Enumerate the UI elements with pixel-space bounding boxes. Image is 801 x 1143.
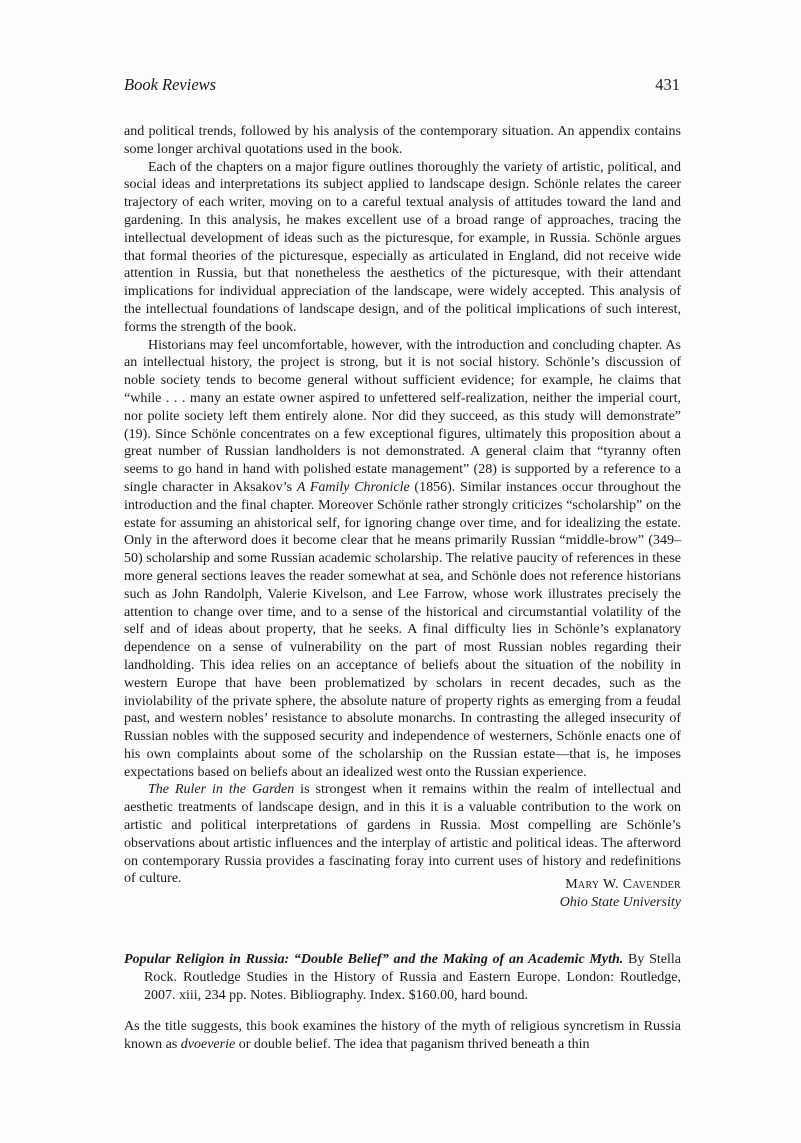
paragraph <box>124 1018 681 1054</box>
paragraph-text: is strongest when it remains within the realm of intellectual and aesthetic treatments of landscape design, and in this it is a valuable contribution to the work on artistic and political interpretations of gardens in Russia. Most compelling are Schönle’s observations about artistic influences and the interplay of artistic and political ideas. The afterword on contemporary Russia provides a fascinating foray into current uses of history and redefinitions of culture. <box>124 782 681 887</box>
citation-details: By Stella Rock. Routledge Studies in the History of Russia and Eastern Europe. London: Routledge, 2007. xiii, 234 pp. Notes. Bibliography. Index. $160.00, hard bound. <box>144 952 681 1003</box>
reviewer-name: Mary W. Cavender <box>565 877 681 892</box>
book-citation <box>124 951 681 1004</box>
paragraph-text: (1856). Similar instances occur throughout the introduction and the final chapter. Moreover Schönle rather strongly criticizes “scholarship” on the estate for assuming an ahistorical self, for ignoring change over time, and for idealizing the estate. Only in the afterword does it become clear that he means primarily Russian “middle-brow” (349–50) scholarship and some Russian academic scholarship. The relative paucity of references in these more general sections leaves the reader somewhat at sea, and Schönle does not reference historians such as John Randolph, Valerie Kivelson, and Lee Farrow, whose work illustrates precisely the attention to change over time, and to a sense of the historical and circumstantial volatility of the self and of ideas about property, that he seeks. A final difficulty lies in Schönle’s explanatory dependence on a sense of vulnerability on the part of most Russian nobles regarding their landholding. This idea relies on an acceptance of beliefs about the situation of the nobility in western Europe that have been problematized by scholars in recent decades, such as the inviolability of the private sphere, the absolute nature of property rights as emerging from a feudal past, and western nobles’ resistance to absolute monarchs. In contrasting the alleged insecurity of Russian nobles with the supposed security and independence of westerners, Schönle enacts one of his own complaints about some of the scholarship on the Russian estate—that is, he imposes expectations based on beliefs about an idealized west onto the Russian experience. <box>124 479 682 780</box>
running-head <box>124 75 680 99</box>
paragraph <box>124 781 681 888</box>
reviewer-signature <box>560 876 681 912</box>
paragraph: and political trends, followed by his analysis of the contemporary situation. An appendix contains some longer archival quotations used in the book. <box>124 124 681 157</box>
paragraph-text: As the title suggests, this book examines the history of the myth of religious syncretism in Russia known as <box>124 1019 681 1052</box>
page-number: 431 <box>655 75 680 94</box>
reviewer-affiliation: Ohio State University <box>559 895 681 910</box>
term-italic: dvoeverie <box>180 1036 236 1052</box>
running-title: Book Reviews <box>124 75 217 94</box>
second-review-body <box>124 1018 681 1054</box>
book-title-italic: The Ruler in the Garden <box>148 782 295 798</box>
paragraph-text: or double belief. The idea that paganism thrived beneath a thin <box>235 1036 590 1052</box>
paragraph: Each of the chapters on a major figure outlines thoroughly the variety of artistic, political, and social ideas and interpretations its subject applied to landscape design. Schönle relates the career trajectory of each writer, moving on to a careful textual analysis of attitudes toward the land and gardening. In this analysis, he makes excellent use of a broad range of approaches, tracing the intellectual development of ideas such as the picturesque, for example, in Russia. Schönle argues that formal theories of the picturesque, especially as articulated in England, did not receive wide attention in Russia, but that nonetheless the aesthetics of the picturesque, with their attendant implications for individual appreciation of the landscape, were widely accepted. This analysis of the intellectual foundations of landscape design, and of the political implications of such interest, forms the strength of the book. <box>124 159 681 335</box>
review-body <box>124 123 681 888</box>
book-title: Popular Religion in Russia: “Double Belief” and the Making of an Academic Myth. <box>124 952 624 967</box>
paragraph <box>124 337 681 782</box>
paragraph-text: Historians may feel uncomfortable, however, with the introduction and concluding chapter. As an intellectual history, the project is strong, but it is not social history. Schönle’s discussion of noble society tends to become general without sufficient evidence; for example, he claims that “while . . . many an estate owner aspired to unfettered self-realization, neither the imperial court, nor polite society left them entirely alone. Nor did they succeed, as this study will demonstrate” (19). Since Schönle concentrates on a few exceptional figures, ultimately this proposition about a great number of Russian landholders is not demonstrated. A general claim that “tyranny often seems to go hand in hand with polished estate management” (28) is supported by a reference to a single character in Aksakov’s <box>124 337 681 495</box>
cited-title: A Family Chronicle <box>296 479 410 495</box>
